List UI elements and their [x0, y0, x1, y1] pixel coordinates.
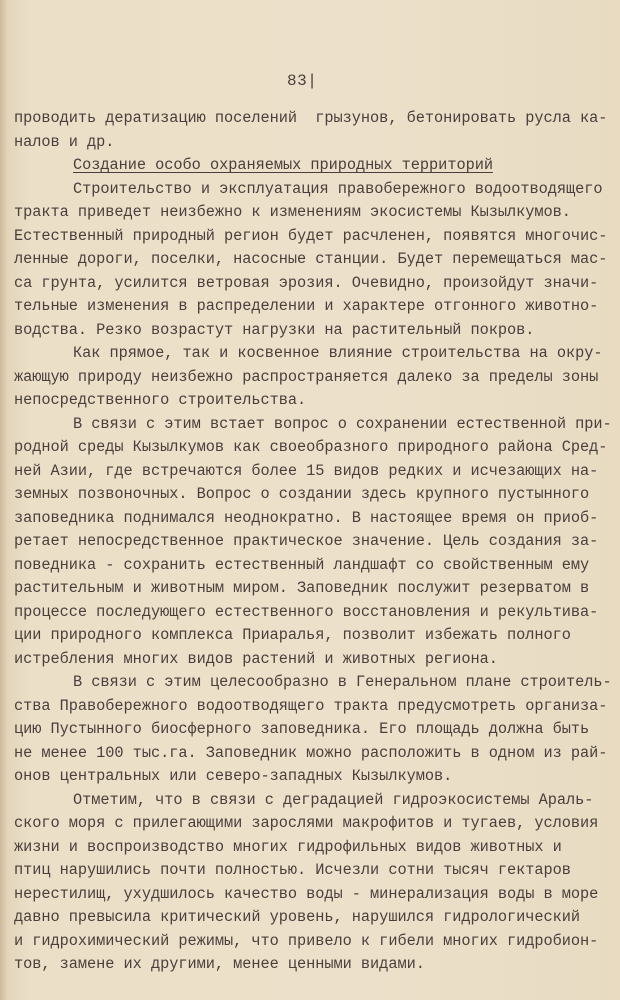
text-line: не менее 100 тыс.га. Заповедник можно расположить в одном из рай- [14, 743, 608, 762]
paragraph [14, 178, 614, 343]
text-line: ства Правобережного водоотводящего тракта предусмотреть организа- [14, 696, 608, 715]
text-line: родной среды Кызылкумов как своеобразного природного района Сред- [14, 438, 608, 456]
text-line: растительным и животным миром. Заповедник послужит резерватом в [14, 579, 590, 597]
text-line: ского моря с прилегающими зарослями макрофитов и тугаев, условия [14, 814, 599, 832]
text-line: истребления многих видов растений и животных региона. [14, 649, 498, 668]
text-line: проводить дератизацию поселений грызунов, бетонировать русла ка- [14, 109, 608, 127]
paragraph [14, 789, 614, 977]
text-line: давно превысила критический уровень, нарушился гидрологический [14, 908, 581, 926]
text-line: налов и др. [14, 132, 115, 151]
text-line: В связи с этим целесообразно в Генеральном плане строитель- [73, 673, 612, 691]
heading-text: Создание особо охраняемых природных территорий [73, 156, 493, 174]
text-line: Естественный природный регион будет расчленен, появятся многочис- [14, 226, 608, 245]
text-line: жающую природу неизбежно распространяется далеко за пределы зоны [14, 367, 599, 386]
paragraph [14, 342, 614, 413]
text-line: Отметим, что в связи с деградацией гидроэкосистемы Араль- [73, 790, 594, 809]
text-line: птиц нарушились почти полностью. Исчезли сотни тысяч гектаров [14, 861, 571, 879]
text-line: жизни и воспроизводство многих гидрофильных видов животных и [14, 837, 562, 856]
text-line: непосредственного строительства. [14, 391, 307, 409]
text-line: цию Пустынного биосферного заповедника. Его площадь должна быть [14, 720, 590, 738]
text-line: тов, замене их другими, менее ценными видами. [14, 955, 425, 973]
text-line: поведника - сохранить естественный ландшафт со свойственным ему [14, 555, 590, 574]
text-line: земных позвоночных. Вопрос о создании здесь крупного пустынного [14, 485, 590, 503]
text-line: онов центральных или северо-западных Кызылкумов. [14, 767, 453, 785]
text-line: и гидрохимический режимы, что привело к гибели многих гидробион- [14, 931, 599, 950]
text-line: Строительство и эксплуатация правобережного водоотводящего [73, 179, 603, 198]
text-line: ретает непосредственное практическое значение. Цель создания за- [14, 532, 599, 550]
text-line: водства. Резко возрастут нагрузки на растительный покров. [14, 320, 535, 339]
page-number: 83| [287, 72, 318, 90]
paragraph [14, 671, 614, 789]
heading-line [14, 154, 614, 178]
text-line: процессе последующего естественного восстановления и рекультива- [14, 602, 599, 621]
text-line: Как прямое, так и косвенное влияние строительства на окру- [73, 344, 603, 362]
text-line: тракта приведет неизбежно к изменениям экосистемы Кызылкумов. [14, 203, 571, 221]
text-line: ленные дороги, поселки, насосные станции. Будет перемещаться мас- [14, 250, 608, 268]
document-body [14, 107, 614, 977]
text-line: нерестилищ, ухудшилось качество воды - минерализация воды в море [14, 884, 599, 903]
text-line: тельные изменения в распределении и характере отгонного животно- [14, 297, 599, 315]
section-heading [14, 154, 614, 178]
text-line: ней Азии, где встречаются более 15 видов редких и исчезающих на- [14, 461, 599, 480]
text-line: ции природного комплекса Приаралья, позволит избежать полного [14, 626, 571, 644]
text-line: заповедника поднимался неоднократно. В настоящее время он приоб- [14, 508, 599, 527]
paragraph [14, 413, 614, 672]
text-line: са грунта, усилится ветровая эрозия. Очевидно, произойдут значи- [14, 273, 599, 292]
text-line: В связи с этим встает вопрос о сохранении естественной при- [73, 414, 612, 433]
paragraph [14, 107, 614, 154]
